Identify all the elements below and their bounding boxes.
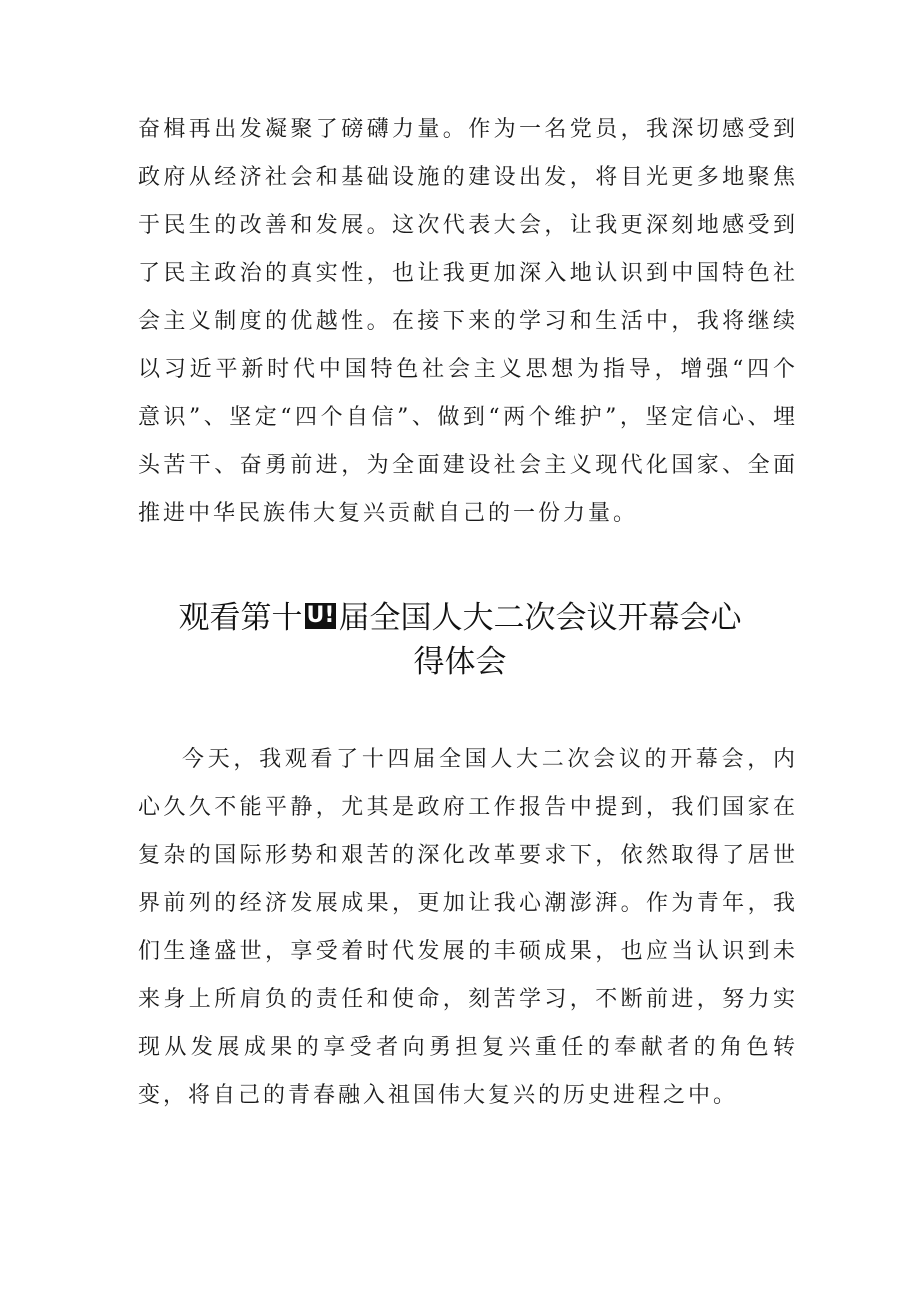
title-glitch-mark: U! [306,603,335,628]
continued-paragraph: 奋楫再出发凝聚了磅礴力量。作为一名党员，我深切感受到政府从经济社会和基础设施的建设出发，将目光更多地聚焦于民生的改善和发展。这次代表大会，让我更深刻地感受到了民主政治的真实性，也让我更加深入地认识到中国特色社会主义制度的优越性。在接下来的学习和生活中，我将继续以习近平新时代中国特色社会主义思想为指导，增强“四个意识”、坚定“四个自信”、做到“两个维护”，坚定信心、埋头苦干、奋勇前进，为全面建设社会主义现代化国家、全面推进中华民族伟大复兴贡献自己的一份力量。 [138,117,798,526]
title-text-part2: 届全国人大二次会议开幕会心 [338,600,742,636]
title-line-2: 得体会 [413,644,507,680]
body-paragraph: 今天，我观看了十四届全国人大二次会议的开幕会，内心久久不能平静，尤其是政府工作报告中提到，我们国家在复杂的国际形势和艰苦的深化改革要求下，依然取得了居世界前列的经济发展成果，更加让我心潮澎湃。作为青年，我们生逢盛世，享受着时代发展的丰硕成果，也应当认识到未来身上所肩负的责任和使命，刻苦学习，不断前进，努力实现从发展成果的享受者向勇担复兴重任的奉献者的角色转变，将自己的青春融入祖国伟大复兴的历史进程之中。 [138,747,798,1108]
article-title [120,596,800,684]
title-text-part1: 观看第十 [178,600,303,636]
title-line-1 [120,596,800,640]
